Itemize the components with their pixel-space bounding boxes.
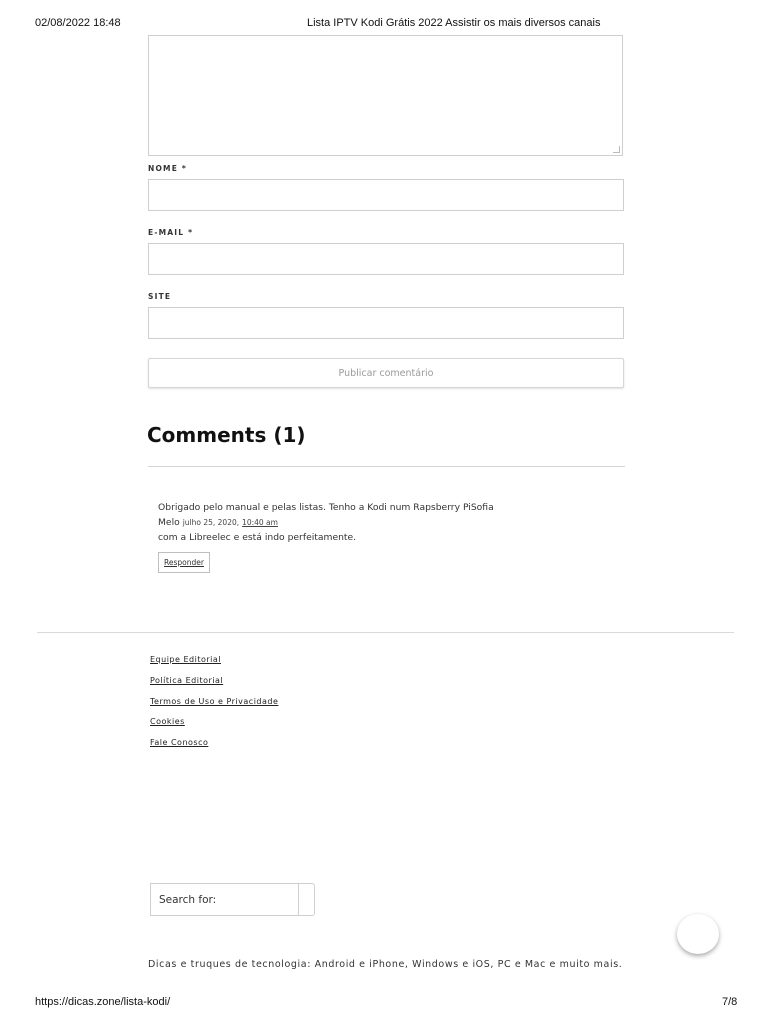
comment-author: Sofia Melo [158, 502, 494, 528]
floating-button[interactable] [677, 914, 719, 954]
footer-link-politica-editorial[interactable]: Política Editorial [150, 676, 224, 685]
site-label: SITE [148, 292, 172, 301]
name-field[interactable] [148, 179, 624, 211]
print-datetime: 02/08/2022 18:48 [35, 17, 121, 29]
comment-textarea[interactable] [148, 35, 623, 156]
footer-link-equipe-editorial[interactable]: Equipe Editorial [150, 655, 221, 664]
print-url: https://dicas.zone/lista-kodi/ [35, 996, 171, 1008]
comment-text-line1: Obrigado pelo manual e pelas listas. Tenho a Kodi num Rapsberry Pi [158, 502, 471, 513]
print-page-number: 7/8 [722, 996, 738, 1008]
reply-button[interactable]: Responder [158, 552, 210, 573]
name-label: NOME * [148, 164, 187, 173]
comment-text-line2: com a Libreelec e está indo perfeitamente. [158, 532, 357, 543]
search-input[interactable] [150, 883, 299, 916]
search-label: Search for: [159, 893, 217, 906]
footer-link-cookies[interactable]: Cookies [150, 717, 185, 726]
comments-divider [148, 466, 625, 467]
publish-comment-button[interactable]: Publicar comentário [148, 358, 624, 388]
footer-divider [37, 632, 734, 633]
site-field[interactable] [148, 307, 624, 339]
footer-link-fale-conosco[interactable]: Fale Conosco [150, 738, 209, 747]
email-field[interactable] [148, 243, 624, 275]
comments-title: Comments (1) [147, 423, 306, 447]
comment-date: julho 25, 2020, [182, 518, 240, 527]
print-page-title: Lista IPTV Kodi Grátis 2022 Assistir os mais diversos canais [307, 17, 601, 29]
email-label: E-MAIL * [148, 228, 194, 237]
comment-time-link[interactable]: 10:40 am [242, 518, 278, 527]
footer-link-termos[interactable]: Termos de Uso e Privacidade [150, 697, 279, 706]
resize-grip-icon[interactable] [613, 146, 620, 153]
site-tagline: Dicas e truques de tecnologia: Android e iPhone, Windows e iOS, PC e Mac e muito mais. [148, 959, 623, 970]
search-button[interactable] [298, 883, 315, 916]
comment-item [158, 500, 518, 545]
